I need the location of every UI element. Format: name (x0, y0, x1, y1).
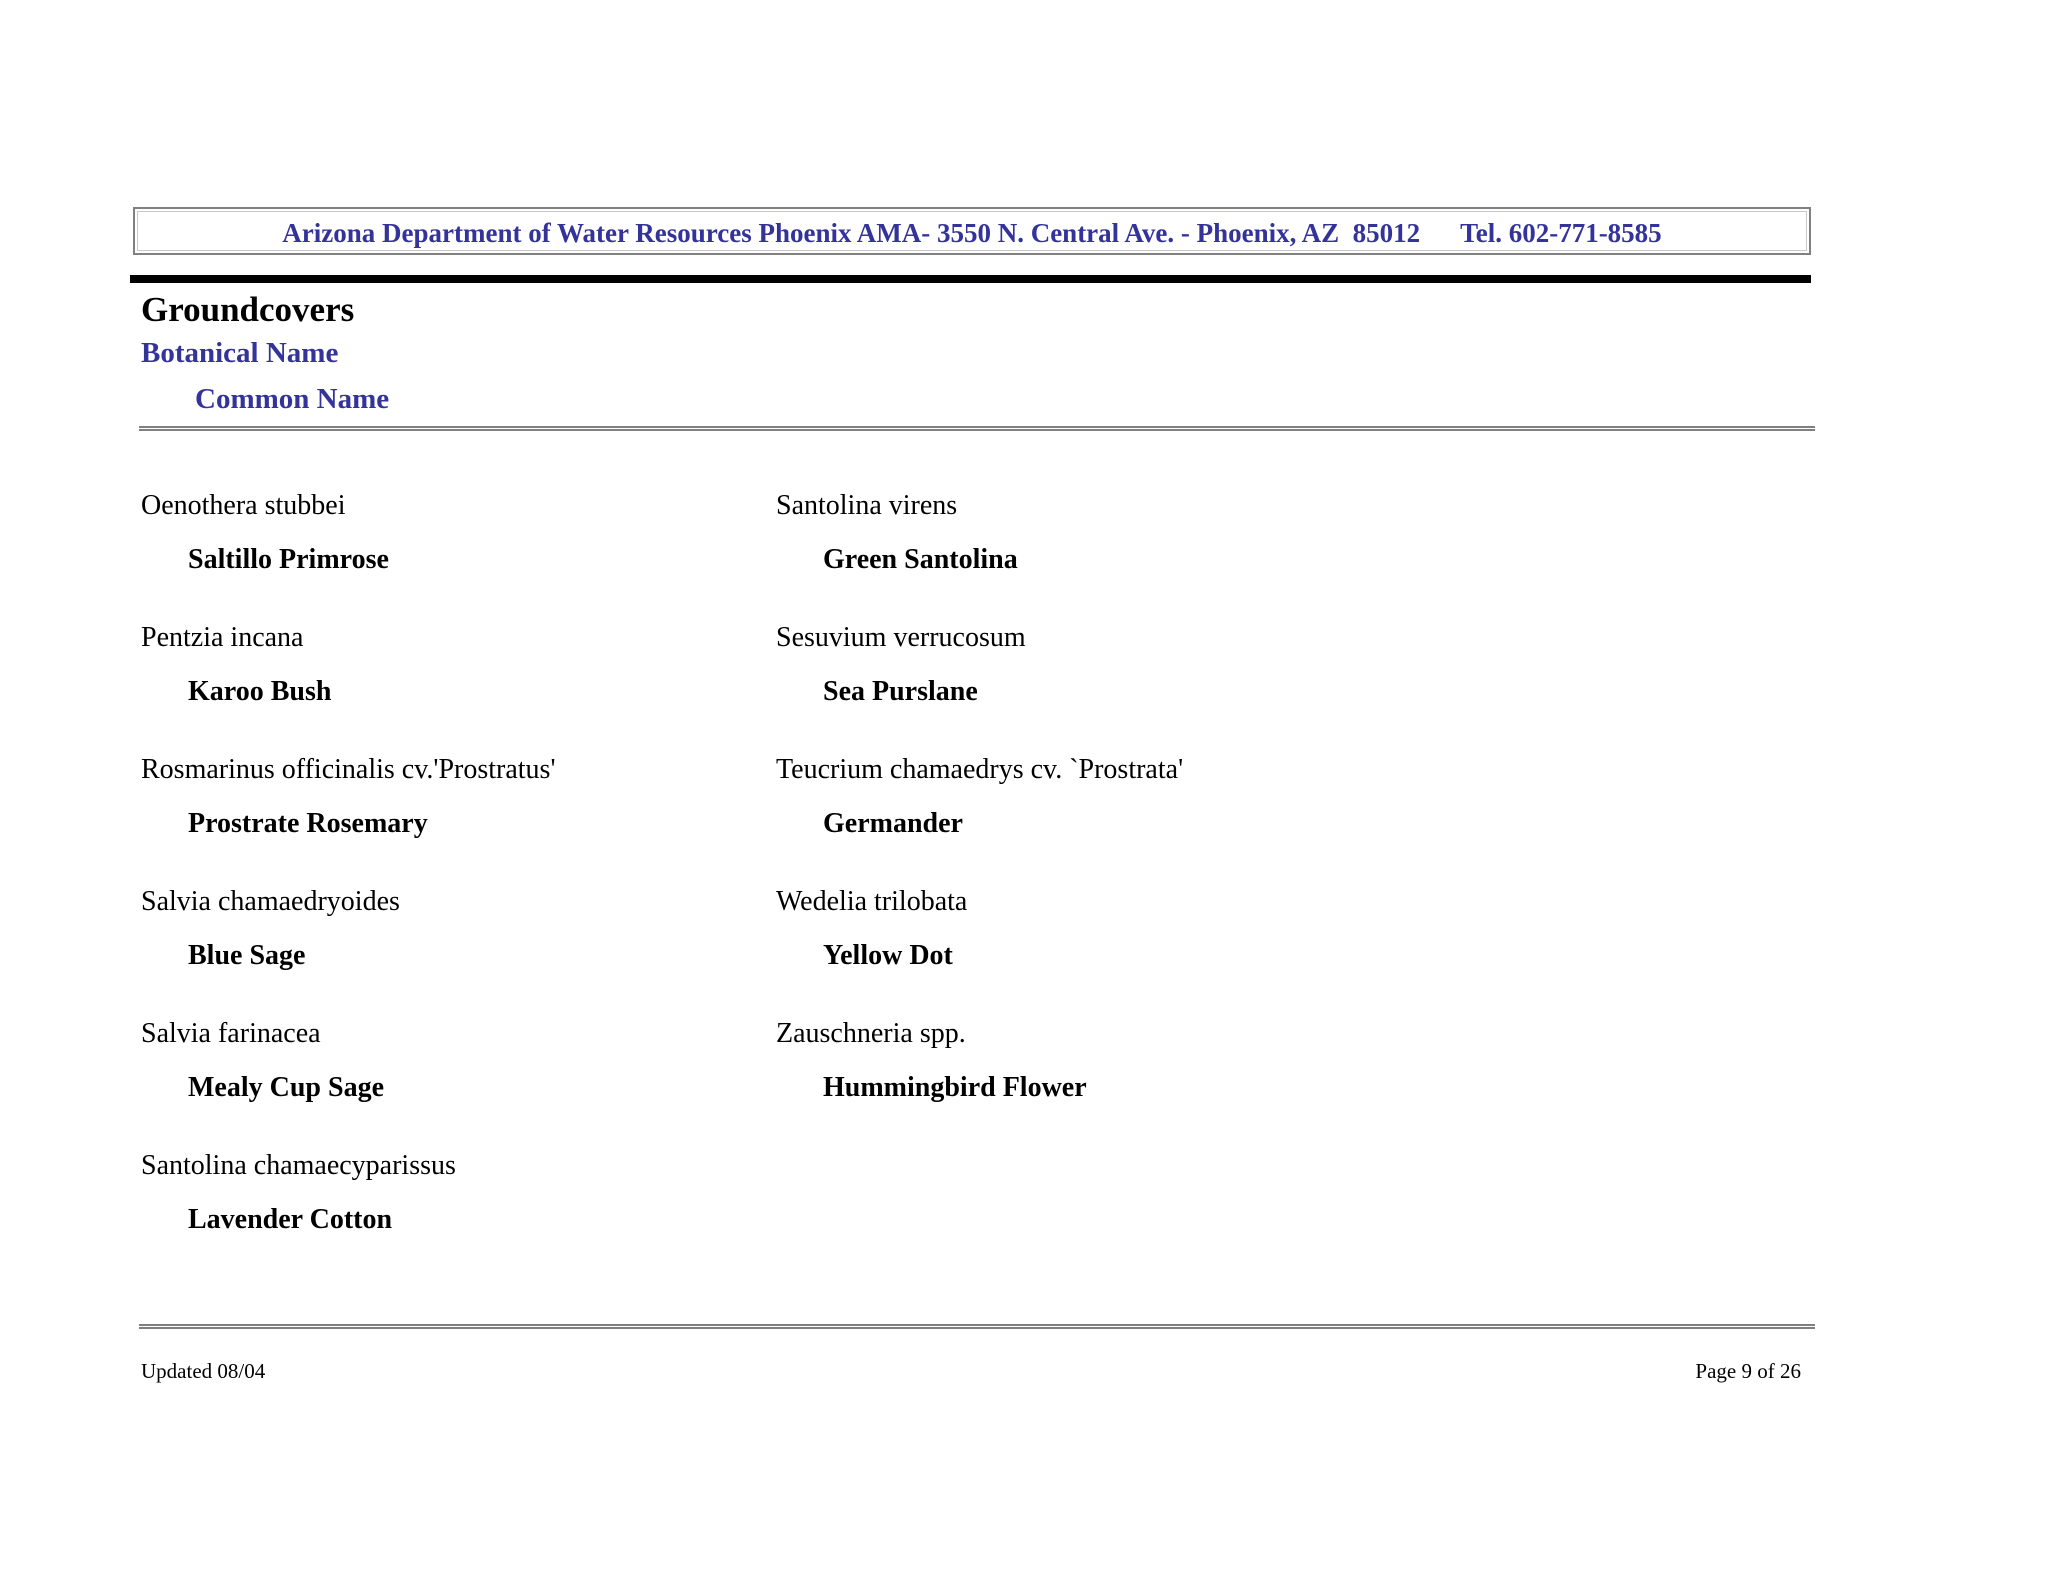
plant-entry (141, 754, 761, 886)
plant-column-left (141, 490, 761, 1282)
legend-botanical-name: Botanical Name (141, 337, 339, 369)
botanical-name: Santolina chamaecyparissus (141, 1150, 456, 1181)
common-name: Green Santolina (823, 544, 1018, 575)
section-title: Groundcovers (141, 290, 355, 329)
legend-common-name: Common Name (195, 383, 390, 415)
plant-entry (776, 622, 1396, 754)
plant-entry (141, 490, 761, 622)
header-divider (130, 275, 1811, 283)
botanical-name: Wedelia trilobata (776, 886, 968, 917)
botanical-name: Santolina virens (776, 490, 958, 521)
common-name: Sea Purslane (823, 676, 978, 707)
plant-entry (776, 1018, 1396, 1150)
common-name: Karoo Bush (188, 676, 332, 707)
updated-date: Updated 08/04 (141, 1359, 266, 1383)
page-number: Page 9 of 26 (1695, 1359, 1801, 1383)
footer-divider (139, 1324, 1815, 1329)
botanical-name: Teucrium chamaedrys cv. `Prostrata' (776, 754, 1184, 785)
common-name: Blue Sage (188, 940, 306, 971)
botanical-name: Zauschneria spp. (776, 1018, 966, 1049)
common-name: Hummingbird Flower (823, 1072, 1087, 1103)
legend-divider (139, 426, 1815, 431)
agency-header-text: Arizona Department of Water Resources Phoenix AMA- 3550 N. Central Ave. - Phoenix, AZ 85012 Tel. 602-771-8585 (282, 218, 1662, 248)
common-name: Mealy Cup Sage (188, 1072, 384, 1103)
agency-header-box (133, 207, 1811, 255)
common-name: Lavender Cotton (188, 1204, 393, 1235)
botanical-name: Pentzia incana (141, 622, 304, 653)
botanical-name: Sesuvium verrucosum (776, 622, 1026, 653)
common-name: Prostrate Rosemary (188, 808, 428, 839)
plant-entry (141, 1018, 761, 1150)
common-name: Saltillo Primrose (188, 544, 389, 575)
botanical-name: Salvia farinacea (141, 1018, 321, 1049)
plant-entry (141, 622, 761, 754)
botanical-name: Oenothera stubbei (141, 490, 346, 521)
common-name: Germander (823, 808, 963, 839)
plant-entry (776, 490, 1396, 622)
plant-entry (141, 1150, 761, 1282)
plant-entry (776, 754, 1396, 886)
botanical-name: Rosmarinus officinalis cv.'Prostratus' (141, 754, 556, 785)
botanical-name: Salvia chamaedryoides (141, 886, 400, 917)
plant-column-right (776, 490, 1396, 1150)
common-name: Yellow Dot (823, 940, 953, 971)
plant-entry (141, 886, 761, 1018)
plant-entry (776, 886, 1396, 1018)
